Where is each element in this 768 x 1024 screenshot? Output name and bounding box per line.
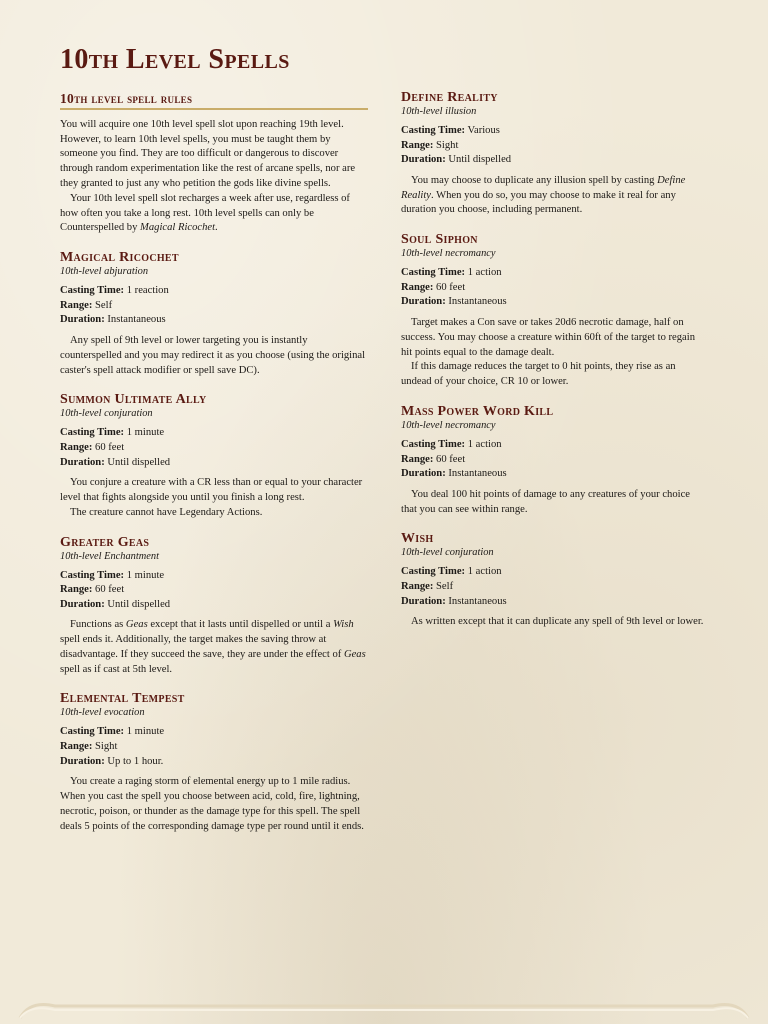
spell-greater-geas-description	[60, 618, 368, 677]
geas-ref: Geas	[343, 648, 366, 660]
define-reality-description-paragraph	[401, 174, 707, 218]
spell-greater-geas	[60, 535, 368, 678]
spell-summon-ultimate-ally-range-value: 60 feet	[95, 441, 125, 453]
spell-magical-ricochet-description-paragraph: Any spell of 9th level or lower targeting you is instantly counterspelled and you may redirect it as you choose (using the original caster's spell attack modifier or spell save DC).	[60, 334, 366, 376]
spell-wish-casting-time-value: 1 action	[467, 566, 502, 578]
spell-summon-ultimate-ally-description-paragraph: The creature cannot have Legendary Actions.	[70, 506, 263, 518]
greater-geas-description-paragraph	[60, 618, 368, 677]
spell-greater-geas-range-label: Range:	[60, 584, 93, 596]
spell-soul-siphon-casting-time-value: 1 action	[467, 267, 502, 279]
spell-elemental-tempest-casting-time-value: 1 minute	[126, 726, 165, 738]
geas-text-c: spell ends it. Additionally, the target makes the saving throw at disadvantage. If they succeed the save, they are under the effect of	[60, 634, 344, 660]
spell-soul-siphon-type: 10th-level necromancy	[401, 248, 496, 260]
spell-wish-casting-time	[401, 565, 707, 580]
spell-magical-ricochet-duration	[60, 313, 368, 328]
spell-summon-ultimate-ally-type: 10th-level conjuration	[60, 408, 153, 420]
spell-elemental-tempest-casting-time	[60, 725, 368, 740]
spell-summon-ultimate-ally-range-label: Range:	[60, 441, 93, 453]
spell-wish-description-paragraph: As written except that it can duplicate any spell of 9th level or lower.	[411, 616, 704, 628]
spell-summon-ultimate-ally-duration-label: Duration:	[60, 456, 105, 468]
rules-heading: 10th level spell rules	[60, 92, 368, 110]
spell-magical-ricochet-description	[60, 334, 368, 378]
spell-magical-ricochet-duration-label: Duration:	[60, 314, 105, 326]
spell-summon-ultimate-ally	[60, 392, 368, 520]
spell-soul-siphon-description-paragraph: Target makes a Con save or takes 20d6 necrotic damage, half on success. You may choose a creature within 60ft of the target to regain hit points equal to the damage dealt.	[401, 316, 695, 358]
spell-wish-range	[401, 580, 707, 595]
spell-greater-geas-casting-time-label: Casting Time:	[60, 569, 125, 581]
spell-summon-ultimate-ally-description	[60, 476, 368, 520]
spell-mass-power-word-kill-range-label: Range:	[401, 453, 434, 465]
spell-elemental-tempest-description	[60, 775, 368, 834]
spell-wish-description	[401, 615, 707, 630]
spell-greater-geas-casting-time-value: 1 minute	[126, 569, 165, 581]
spell-greater-geas-duration-label: Duration:	[60, 598, 105, 610]
spell-summon-ultimate-ally-casting-time	[60, 426, 368, 441]
spell-summon-ultimate-ally-casting-time-value: 1 minute	[126, 427, 165, 439]
spell-magical-ricochet-range	[60, 299, 368, 314]
wish-ref: Wish	[333, 619, 354, 631]
spell-wish	[401, 531, 707, 630]
spell-define-reality-duration-label: Duration:	[401, 154, 446, 166]
magical-ricochet-ref: Magical Ricochet	[140, 222, 216, 234]
spell-elemental-tempest-duration-label: Duration:	[60, 755, 105, 767]
right-spell-list	[401, 90, 707, 630]
spell-magical-ricochet-casting-time-label: Casting Time:	[60, 285, 125, 297]
spell-define-reality-name: Define Reality	[401, 90, 498, 105]
spell-soul-siphon-casting-time-label: Casting Time:	[401, 267, 466, 279]
right-column	[401, 90, 707, 630]
spell-soul-siphon-name: Soul Siphon	[401, 232, 478, 248]
spell-mass-power-word-kill-name: Mass Power Word Kill	[401, 403, 554, 419]
spell-greater-geas-duration-value: Until dispelled	[107, 598, 171, 610]
spell-wish-duration-label: Duration:	[401, 595, 446, 607]
page-title: 10th Level Spells	[60, 44, 290, 75]
spell-summon-ultimate-ally-duration	[60, 456, 368, 471]
spell-magical-ricochet-range-value: Self	[95, 299, 113, 311]
spell-mass-power-word-kill-duration	[401, 467, 707, 482]
spell-define-reality-casting-time-value: Various	[467, 125, 500, 136]
spell-define-reality-duration	[401, 153, 707, 168]
spell-soul-siphon-duration-label: Duration:	[401, 296, 446, 308]
define-reality-ref: Define Reality	[401, 174, 686, 201]
define-reality-text-a: You may choose to duplicate any illusion spell by casting	[411, 174, 658, 186]
spell-wish-name: Wish	[401, 531, 434, 547]
spell-elemental-tempest-type: 10th-level evocation	[60, 707, 145, 719]
spell-soul-siphon-range	[401, 281, 707, 296]
spell-mass-power-word-kill-casting-time-value: 1 action	[467, 438, 502, 450]
spell-define-reality-range-value: Sight	[436, 139, 459, 151]
spell-wish-range-label: Range:	[401, 580, 434, 592]
spell-elemental-tempest-name: Elemental Tempest	[60, 691, 185, 707]
spell-wish-duration-value: Instantaneous	[448, 595, 507, 607]
spell-summon-ultimate-ally-duration-value: Until dispelled	[107, 456, 171, 468]
spell-define-reality-range-label: Range:	[401, 139, 434, 151]
geas-text-a: Functions as	[70, 619, 126, 631]
spell-elemental-tempest-range	[60, 740, 368, 755]
spell-mass-power-word-kill-type: 10th-level necromancy	[401, 419, 496, 431]
spell-elemental-tempest-range-label: Range:	[60, 741, 93, 753]
spell-define-reality-range	[401, 139, 707, 154]
spell-magical-ricochet-name: Magical Ricochet	[60, 250, 179, 266]
spell-greater-geas-range	[60, 583, 368, 598]
spell-elemental-tempest-casting-time-label: Casting Time:	[60, 726, 125, 738]
spell-magical-ricochet-casting-time	[60, 284, 368, 299]
spell-mass-power-word-kill-casting-time-label: Casting Time:	[401, 438, 466, 450]
spell-elemental-tempest	[60, 691, 368, 834]
spell-mass-power-word-kill-casting-time	[401, 438, 707, 453]
spell-summon-ultimate-ally-casting-time-label: Casting Time:	[60, 427, 125, 439]
spell-soul-siphon-duration-value: Instantaneous	[448, 296, 507, 308]
spell-soul-siphon-casting-time	[401, 266, 707, 281]
rules-paragraph-2	[60, 192, 368, 236]
spell-greater-geas-type: 10th-level Enchantment	[60, 550, 159, 562]
rules-paragraph-2-text: Your 10th level spell slot recharges a week after use, regardless of how often you take a long rest. 10th level spells can only be Counterspelled by	[60, 192, 350, 234]
spell-mass-power-word-kill-duration-label: Duration:	[401, 468, 446, 480]
spell-mass-power-word-kill-description-paragraph: You deal 100 hit points of damage to any creatures of your choice that you can see within range.	[401, 488, 690, 515]
spell-define-reality-duration-value: Until dispelled	[448, 154, 512, 166]
spell-elemental-tempest-duration-value: Up to 1 hour.	[107, 755, 164, 767]
spell-define-reality-type: 10th-level illusion	[401, 106, 477, 117]
spell-greater-geas-casting-time	[60, 569, 368, 584]
spell-summon-ultimate-ally-description-paragraph: You conjure a creature with a CR less than or equal to your character level that fights alongside you until you finish a long rest.	[60, 477, 363, 503]
define-reality-text-b: . When you do so, you may choose to make it real for any duration you choose, including permanent.	[401, 189, 676, 216]
page-footer-border	[0, 990, 768, 1004]
spell-define-reality	[401, 90, 707, 218]
spell-magical-ricochet	[60, 250, 368, 378]
left-column	[60, 92, 368, 834]
spell-elemental-tempest-duration	[60, 755, 368, 770]
spell-soul-siphon-description	[401, 316, 707, 390]
spell-soul-siphon-range-value: 60 feet	[436, 281, 466, 293]
spell-summon-ultimate-ally-name: Summon Ultimate Ally	[60, 392, 207, 408]
spell-soul-siphon-description-paragraph: If this damage reduces the target to 0 hit points, they rise as an undead of your choice, CR 10 or lower.	[401, 361, 676, 388]
spell-summon-ultimate-ally-range	[60, 441, 368, 456]
rules-paragraph-2-end: .	[215, 222, 218, 234]
spell-define-reality-description	[401, 174, 707, 218]
spell-wish-casting-time-label: Casting Time:	[401, 566, 466, 578]
spell-soul-siphon	[401, 232, 707, 390]
spell-elemental-tempest-range-value: Sight	[95, 741, 118, 753]
spell-magical-ricochet-casting-time-value: 1 reaction	[126, 285, 169, 297]
spell-magical-ricochet-type: 10th-level abjuration	[60, 266, 149, 278]
spell-mass-power-word-kill-range-value: 60 feet	[436, 453, 466, 465]
geas-text-d: spell as if cast at 5th level.	[60, 663, 173, 675]
spell-mass-power-word-kill-range	[401, 453, 707, 468]
spell-mass-power-word-kill	[401, 404, 707, 517]
spell-greater-geas-name: Greater Geas	[60, 534, 150, 550]
rules-paragraph-1: You will acquire one 10th level spell slot upon reaching 19th level. However, to learn 10th level spells, you must be taught them by someone you find. They are too difficult or dangerous to discover through random experimentation like the rest of arcane spells, nor are they granted to just any who petition the gods like divine spells.	[60, 118, 356, 189]
left-spell-list	[60, 250, 368, 834]
spell-soul-siphon-duration	[401, 295, 707, 310]
spell-soul-siphon-range-label: Range:	[401, 281, 434, 293]
spell-wish-duration	[401, 595, 707, 610]
spell-greater-geas-duration	[60, 598, 368, 613]
spell-define-reality-casting-time	[401, 124, 707, 139]
spell-magical-ricochet-duration-value: Instantaneous	[107, 314, 166, 326]
geas-ref: Geas	[125, 619, 148, 631]
footer-flourish-icon	[0, 990, 768, 1024]
spell-magical-ricochet-range-label: Range:	[60, 299, 93, 311]
spell-mass-power-word-kill-duration-value: Instantaneous	[448, 468, 507, 480]
spell-greater-geas-range-value: 60 feet	[95, 584, 125, 596]
geas-text-b: except that it lasts until dispelled or until a	[147, 619, 334, 631]
spell-wish-type: 10th-level conjuration	[401, 547, 494, 559]
spell-define-reality-casting-time-label: Casting Time:	[401, 125, 466, 136]
spell-elemental-tempest-description-paragraph: You create a raging storm of elemental energy up to 1 mile radius. When you cast the spell you choose between acid, cold, fire, lightning, necrotic, poison, or thunder as the damage type for this spell. The spell deals 5 points of the corresponding damage type per round until it ends.	[60, 776, 364, 832]
spell-mass-power-word-kill-description	[401, 488, 707, 518]
spell-wish-range-value: Self	[436, 580, 454, 592]
